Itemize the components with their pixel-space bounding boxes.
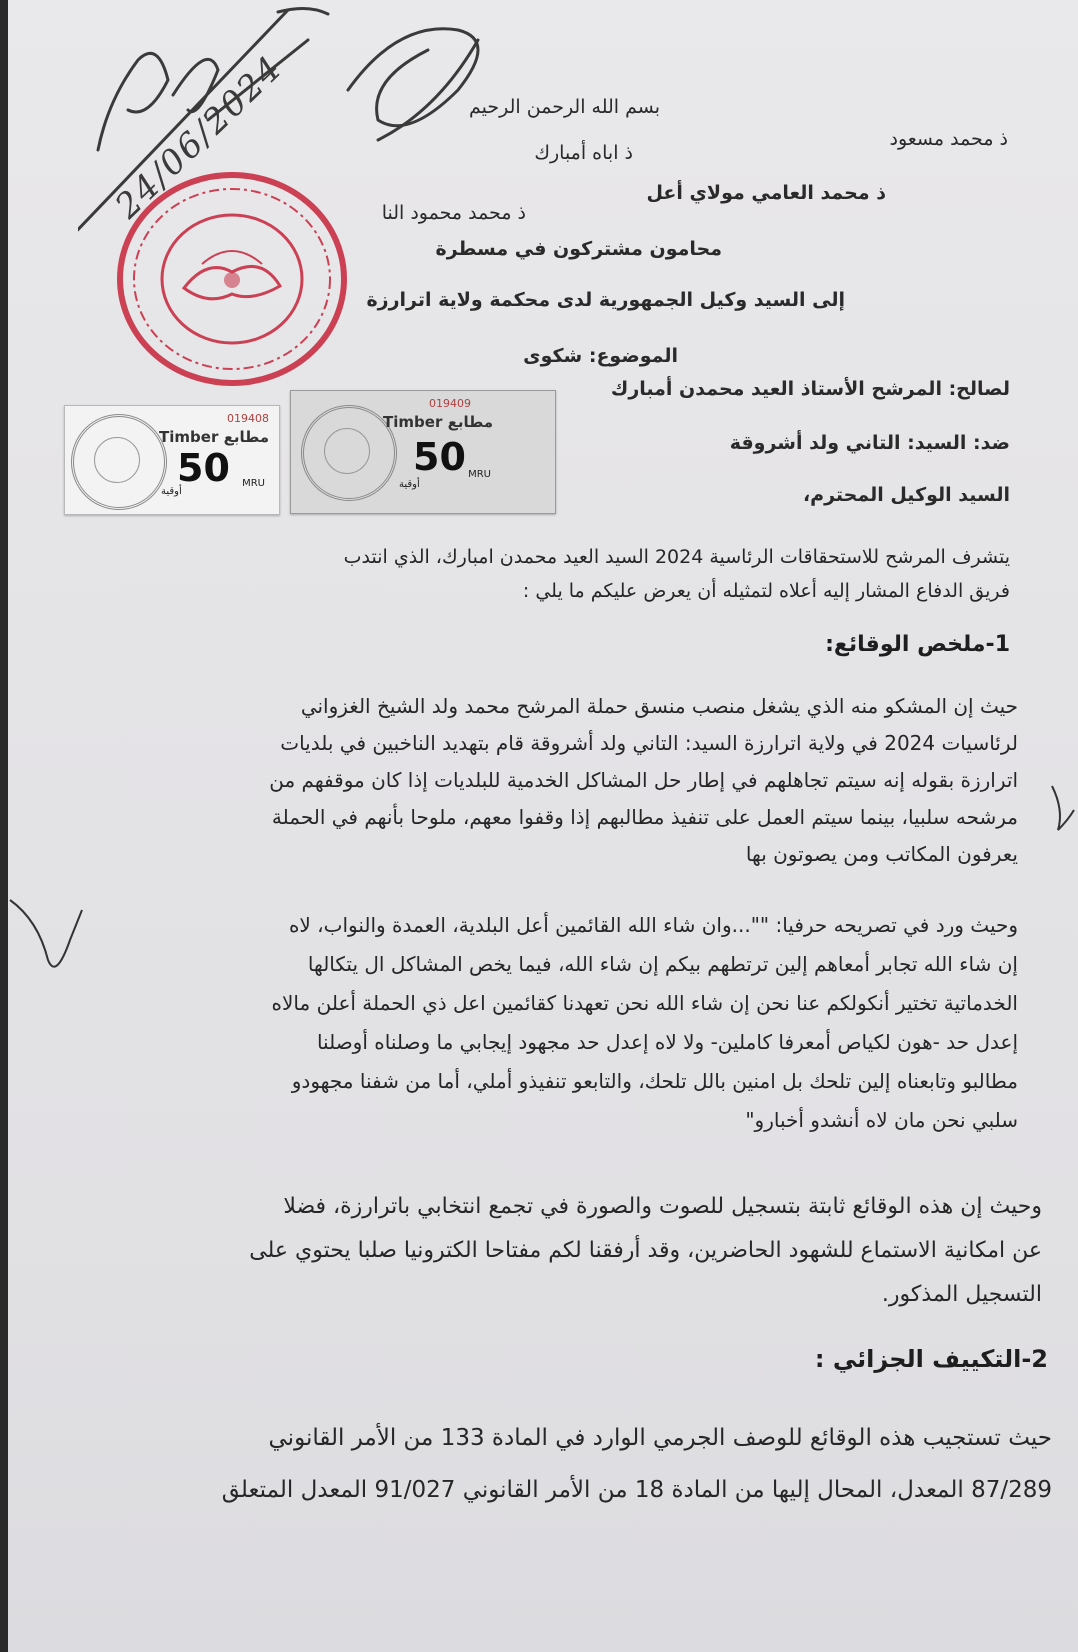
intro-line: فريق الدفاع المشار إليه أعلاه لتمثيله أن يعرض عليكم ما يلي : [522,580,1010,602]
margin-mark-icon [8,880,88,1000]
stamp-value: 50 [413,435,466,479]
stamp-seal-icon [71,414,167,510]
facts-line: عن امكانية الاستماع للشهود الحاضرين، وقد أرفقنا لكم مفتاحا الكترونيا صلبا يحتوي على [249,1238,1042,1263]
facts-line: اترارزة بقوله إنه سيتم تجاهلهم في إطار حل المشاكل الخدمية للبلديات إذا كان موقفهم من [269,768,1018,792]
facts-line: التسجيل المذكور. [881,1282,1042,1307]
document-page [8,0,1078,1652]
quote-line: سلبي نحن مان لاه أنشدو أخبارو" [745,1108,1018,1132]
basmala: بسم الله الرحمن الرحيم [469,96,660,118]
addressee: إلى السيد وكيل الجمهورية لدى محكمة ولاية اترارزة [366,289,845,311]
facts-paragraph-3 [52,1185,1042,1317]
quote-line: إعدل حد -هون لكياص أمعرفا كاملين- ولا لاه إعدل حد مجهود إيجابي ما وصلناه أوصلنا [316,1030,1018,1054]
quote-line: مطالبو وتابعناه إلين تلحك بل امنين بالل تلحك، والتابعو تنفيذو أملي، أما من شفنا مجهودو [291,1069,1018,1093]
legal-paragraph [42,1412,1052,1516]
stamp-serial: 019409 [429,397,471,410]
stamp-currency-ar: أوقية [399,479,420,490]
stamp-label: Timber مطابع [159,428,269,446]
quote-line: وحيث ورد في تصريحه حرفيا: ""...وان شاء الله القائمين أعل البلدية، العمدة والنواب، لاه [288,913,1018,937]
stamp-currency: MRU [468,469,491,480]
salutation: السيد الوكيل المحترم، [802,484,1010,506]
facts-line: وحيث إن هذه الوقائع ثابتة بتسجيل للصوت والصورة في تجمع انتخابي باترارزة، فضلا [283,1194,1042,1219]
intro-line: يتشرف المرشح للاستحقاقات الرئاسية 2024 السيد العيد محمدن امبارك، الذي انتدب [343,546,1010,568]
fiscal-stamp-2 [290,390,556,514]
for-party: لصالح: المرشح الأستاذ العيد محمدن أمبارك [610,378,1010,400]
quote-line: إن شاء الله تجابر أمعاهم إلين ترتطهم بيكم إن شاء الله، فيما يخص المشاكل ال يتكالها [307,952,1018,976]
lawyer-name-1: ذ محمد مسعود [889,128,1008,150]
quote-line: الخدماتية تختير أنكولكم عنا نحن إن شاء الله نحن تعهدنا كقائمين اعل ذي الحملة أعلن مالاه [271,991,1018,1015]
section-2-title: 2-التكييف الجزائي : [814,1345,1048,1373]
lawyer-name-3: ذ محمد العامي مولاي أعل [646,182,886,204]
facts-line: لرئاسيات 2024 في ولاية اترارزة السيد: التاني ولد أشروقة قام بتهديد الناخبين في بلديات [280,731,1018,755]
facts-paragraph-2 [58,906,1018,1140]
legal-line: 87/289 المعدل، المحال إليها من المادة 18 من الأمر القانوني 91/027 المعدل المتعلق [221,1477,1052,1503]
signature-icon [78,0,518,250]
handwritten-date-text: 24/06/2024 [107,47,291,227]
facts-line: مرشحه سلبيا، بينما سيتم العمل على تنفيذ مطالبهم إذا وقفوا معهم، ملوحا بأنهم في الحملة [271,805,1018,829]
stamp-label: Timber مطابع [383,413,493,431]
stamp-currency-ar: أوقية [161,486,182,497]
margin-mark-icon [1048,780,1078,840]
fiscal-stamp-1 [64,405,280,515]
facts-line: يعرفون المكاتب ومن يصوتون بها [745,842,1018,866]
stamp-value: 50 [177,446,230,490]
lawyers-note: محامون مشتركون في مسطرة [435,238,722,260]
subject-line: الموضوع: شكوى [523,345,678,367]
stamp-serial: 019408 [227,412,269,425]
lawyer-name-2: ذ اباه أمبارك [534,142,633,164]
intro-paragraph [130,540,1010,608]
against-party: ضد: السيد: التاني ولد أشروقة [729,432,1010,454]
legal-line: حيث تستجيب هذه الوقائع للوصف الجرمي الوارد في المادة 133 من الأمر القانوني [268,1425,1052,1451]
lawyer-name-4: ذ محمد محمود النا [381,202,526,224]
stamp-currency: MRU [242,478,265,489]
facts-paragraph-1 [98,688,1018,873]
section-1-title: 1-ملخص الوقائع: [825,632,1010,657]
facts-line: حيث إن المشكو منه الذي يشغل منصب منسق حملة المرشح محمد ولد الشيخ الغزواني [300,694,1018,718]
